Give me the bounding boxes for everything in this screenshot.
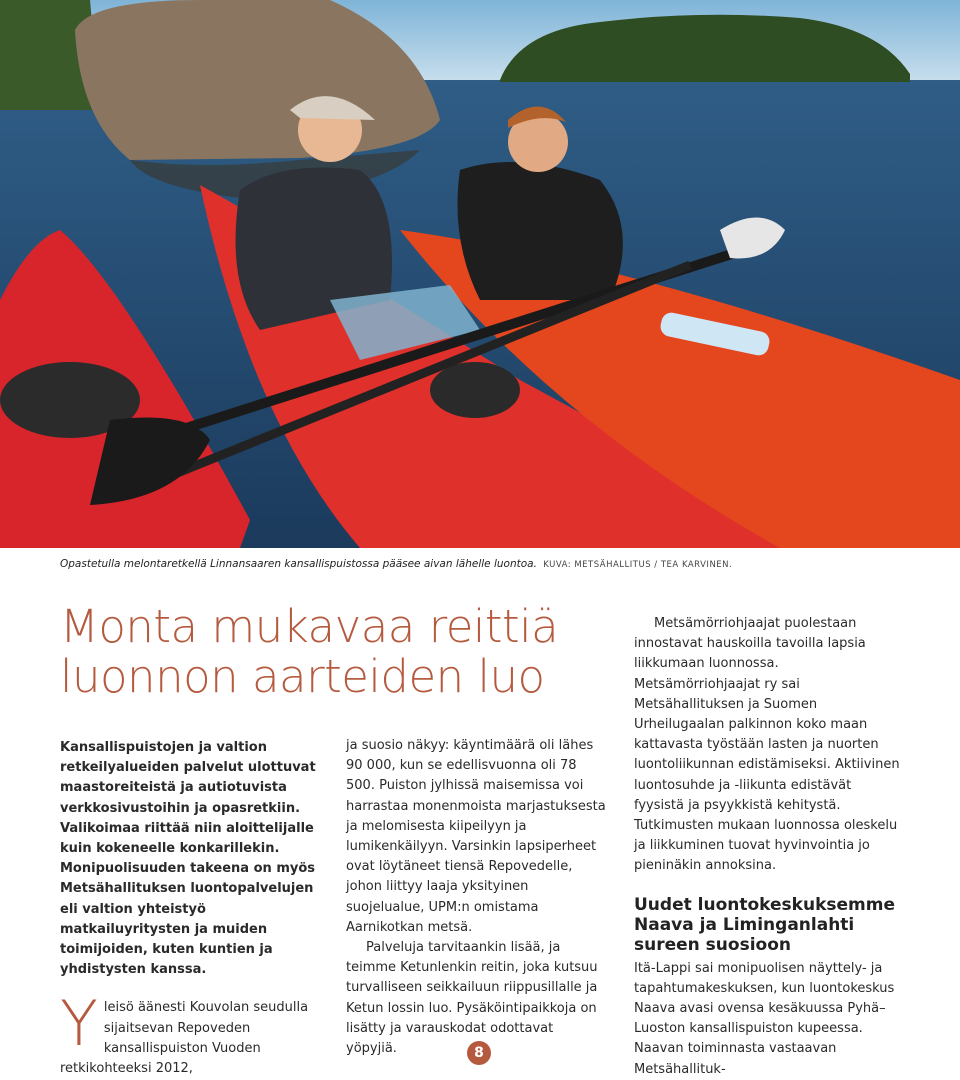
column-1 (60, 738, 320, 1079)
headline-line-1: Monta mukavaa reittiä (60, 600, 559, 653)
caption-text: Opastetulla melontaretkellä Linnansaaren kansallispuistossa pääsee aivan lähelle luontoa. (60, 558, 537, 570)
section-subheading: Uudet luontokeskuksemme Naava ja Liminganlahti sureen suosioon (634, 894, 895, 955)
page-number-badge: 8 (467, 1041, 491, 1065)
lead-paragraph: Kansallispuistojen ja valtion retkeilyalueiden palvelut ulottuvat maastoreiteistä ja autiotuvista verkkosivustoihin ja opasretkiin. Valikoimaa riittää niin aloittelijalle kuin kokeneelle konkarillekin. Monipuolisuuden takeena on myös Metsähallituksen luontopalvelujen eli valtion yhteistyö matkailuyritysten ja muiden toimijoiden, kuten kuntien ja yhdistysten kanssa. (60, 740, 316, 978)
photo-credit: KUVA: METSÄHALLITUS / TEA KARVINEN. (543, 560, 733, 570)
column-2-paragraph-1: ja suosio näkyy: käyntimäärä oli lähes 90 000, kun se edellisvuonna oli 78 500. Puiston jylhissä maisemissa voi harrastaa monenmoista marjastuksesta ja melomisesta kiipeilyyn ja lumikenkäilyyn. Varsinkin lapsiperheet ovat löytäneet tiensä Repovedelle, johon liittyy laaja yksityinen suojelualue, UPM:n omistama Aarnikotkan metsä. (346, 738, 606, 935)
column-3 (634, 614, 904, 1080)
photo-caption (60, 558, 920, 570)
column-3-paragraph-2: Itä-Lappi sai monipuolisen näyttely- ja tapahtumakeskuksen, kun luontokeskus Naava avasi ovensa kesäkuussa Pyhä–Luoston kansallispuiston kupeessa. Naavan toiminnasta vastaavan Metsähallituk- (634, 960, 895, 1077)
headline-line-2: luonnon aarteiden luo (60, 650, 545, 703)
article-headline (60, 602, 620, 702)
column-2-paragraph-2: Palveluja tarvitaankin lisää, ja teimme Ketunlenkin reitin, joka kutsuu turvalliseen seikkailuun riippusillalle ja Ketun lossin luo. Pysäköintipaikkoja on lisätty ja varauskodat odottavat yöpyjiä. (346, 940, 598, 1057)
body-text: leisö äänesti Kouvolan seudulla sijaitsevan Repoveden kansallispuiston Vuoden retkikohteeksi 2012, (60, 1000, 309, 1077)
column-2 (346, 736, 608, 1059)
column-3-paragraph-1: Metsämörriohjaajat puolestaan innostavat hauskoilla tavoilla lapsia liikkumaan luonnossa. Metsämörriohjaajat ry sai Metsähallituksen ja Suomen Urheilugaalan palkinnon koko maan kattavasta työstään lasten ja nuorten luontoliikunnan edistämiseksi. Aktiivinen luontosuhde ja -liikunta edistävät fyysistä ja psyykkistä kehitystä. Tutkimusten mukaan luonnossa oleskelu ja liikkuminen tuovat hyvinvointia jo pieninäkin annoksina. (634, 616, 900, 874)
dropcap-letter: Y (60, 987, 98, 1061)
dropcap-paragraph (60, 987, 320, 1079)
